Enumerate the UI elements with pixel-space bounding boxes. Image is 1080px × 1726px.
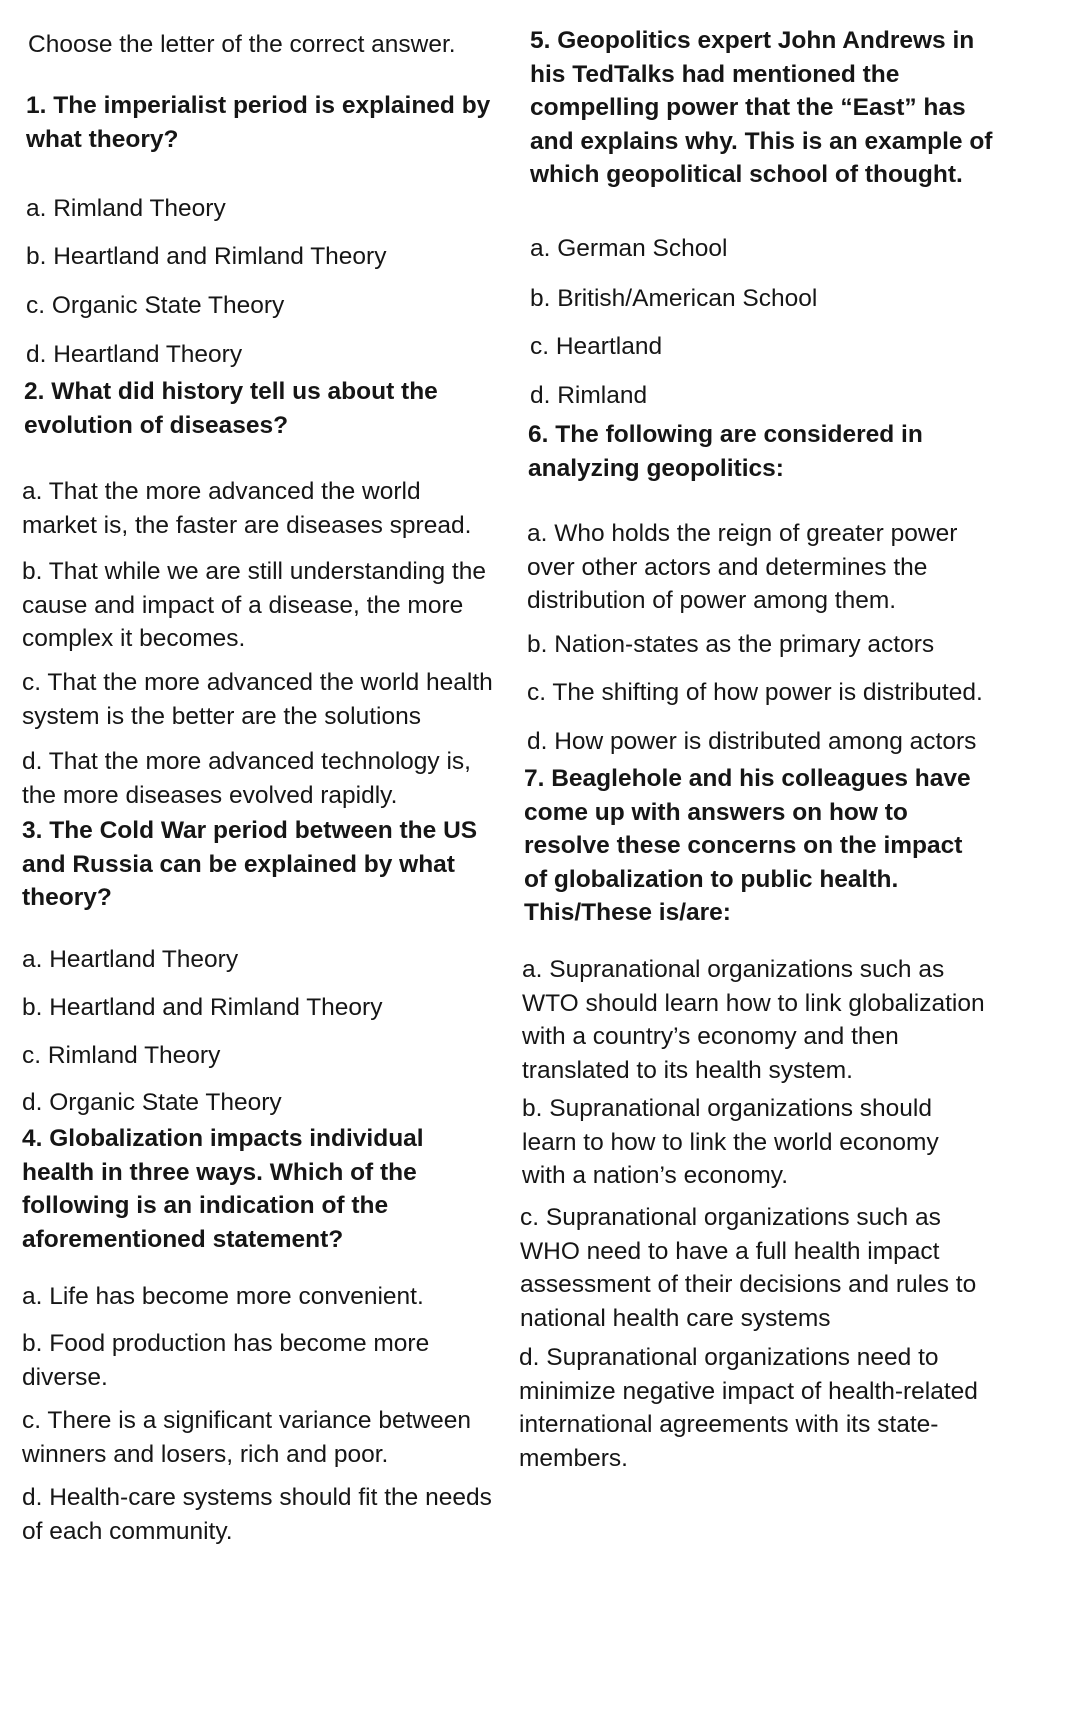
question-5-text: 5. Geopolitics expert John Andrews in his TedTalks had mentioned the compelling power that the “East” has and explains why. This is an example of which geopolitical school of thought. bbox=[530, 27, 993, 188]
question-7-option-c: c. Supranational organizations such as WHO need to have a full health impact assessment of their decisions and rules to national health care systems bbox=[520, 1204, 977, 1332]
question-6-option-d: d. How power is distributed among actors bbox=[527, 728, 977, 755]
question-4-option-d: d. Health-care systems should fit the needs of each community. bbox=[22, 1484, 492, 1545]
question-5-option-b: b. British/American School bbox=[530, 285, 818, 312]
question-2-option-c: c. That the more advanced the world health system is the better are the solutions bbox=[22, 669, 493, 730]
question-5-option-d: d. Rimland bbox=[530, 382, 648, 409]
question-7-option-d: d. Supranational organizations need to minimize negative impact of health-related international agreements with its state-members. bbox=[519, 1344, 978, 1472]
question-2-text: 2. What did history tell us about the evolution of diseases? bbox=[24, 378, 438, 439]
question-7-option-b: b. Supranational organizations should learn to how to link the world economy with a nation’s economy. bbox=[522, 1095, 939, 1189]
question-5-option-c: c. Heartland bbox=[530, 333, 663, 360]
question-2-option-d: d. That the more advanced technology is, the more diseases evolved rapidly. bbox=[22, 748, 471, 809]
question-1-option-d: d. Heartland Theory bbox=[26, 341, 243, 368]
question-6-option-c: c. The shifting of how power is distributed. bbox=[527, 679, 983, 706]
question-7-option-a: a. Supranational organizations such as WTO should learn how to link globalization with a country’s economy and then translated to its health system. bbox=[522, 956, 985, 1084]
question-7-text: 7. Beaglehole and his colleagues have come up with answers on how to resolve these concerns on the impact of globalization to public health. This/These is/are: bbox=[524, 765, 971, 926]
question-1-text: 1. The imperialist period is explained by what theory? bbox=[26, 92, 491, 153]
question-5-option-a: a. German School bbox=[530, 235, 728, 262]
question-4-option-b: b. Food production has become more diverse. bbox=[22, 1330, 430, 1391]
question-6-text: 6. The following are considered in analyzing geopolitics: bbox=[528, 421, 923, 482]
question-2-option-a: a. That the more advanced the world market is, the faster are diseases spread. bbox=[22, 478, 472, 539]
question-1-option-b: b. Heartland and Rimland Theory bbox=[26, 243, 387, 270]
question-3-option-c: c. Rimland Theory bbox=[22, 1042, 221, 1069]
question-1-option-a: a. Rimland Theory bbox=[26, 195, 226, 222]
question-4-text: 4. Globalization impacts individual health in three ways. Which of the following is an indication of the aforementioned statement? bbox=[22, 1125, 424, 1253]
question-3-text: 3. The Cold War period between the US and Russia can be explained by what theory? bbox=[22, 817, 478, 911]
instruction-text: Choose the letter of the correct answer. bbox=[28, 31, 456, 58]
question-6-option-a: a. Who holds the reign of greater power over other actors and determines the distribution of power among them. bbox=[527, 520, 958, 614]
question-3-option-d: d. Organic State Theory bbox=[22, 1089, 282, 1116]
question-4-option-c: c. There is a significant variance between winners and losers, rich and poor. bbox=[22, 1407, 471, 1468]
question-1-option-c: c. Organic State Theory bbox=[26, 292, 285, 319]
question-3-option-b: b. Heartland and Rimland Theory bbox=[22, 994, 383, 1021]
question-2-option-b: b. That while we are still understanding the cause and impact of a disease, the more complex it becomes. bbox=[22, 558, 486, 652]
question-4-option-a: a. Life has become more convenient. bbox=[22, 1283, 424, 1310]
question-6-option-b: b. Nation-states as the primary actors bbox=[527, 631, 935, 658]
question-3-option-a: a. Heartland Theory bbox=[22, 946, 239, 973]
